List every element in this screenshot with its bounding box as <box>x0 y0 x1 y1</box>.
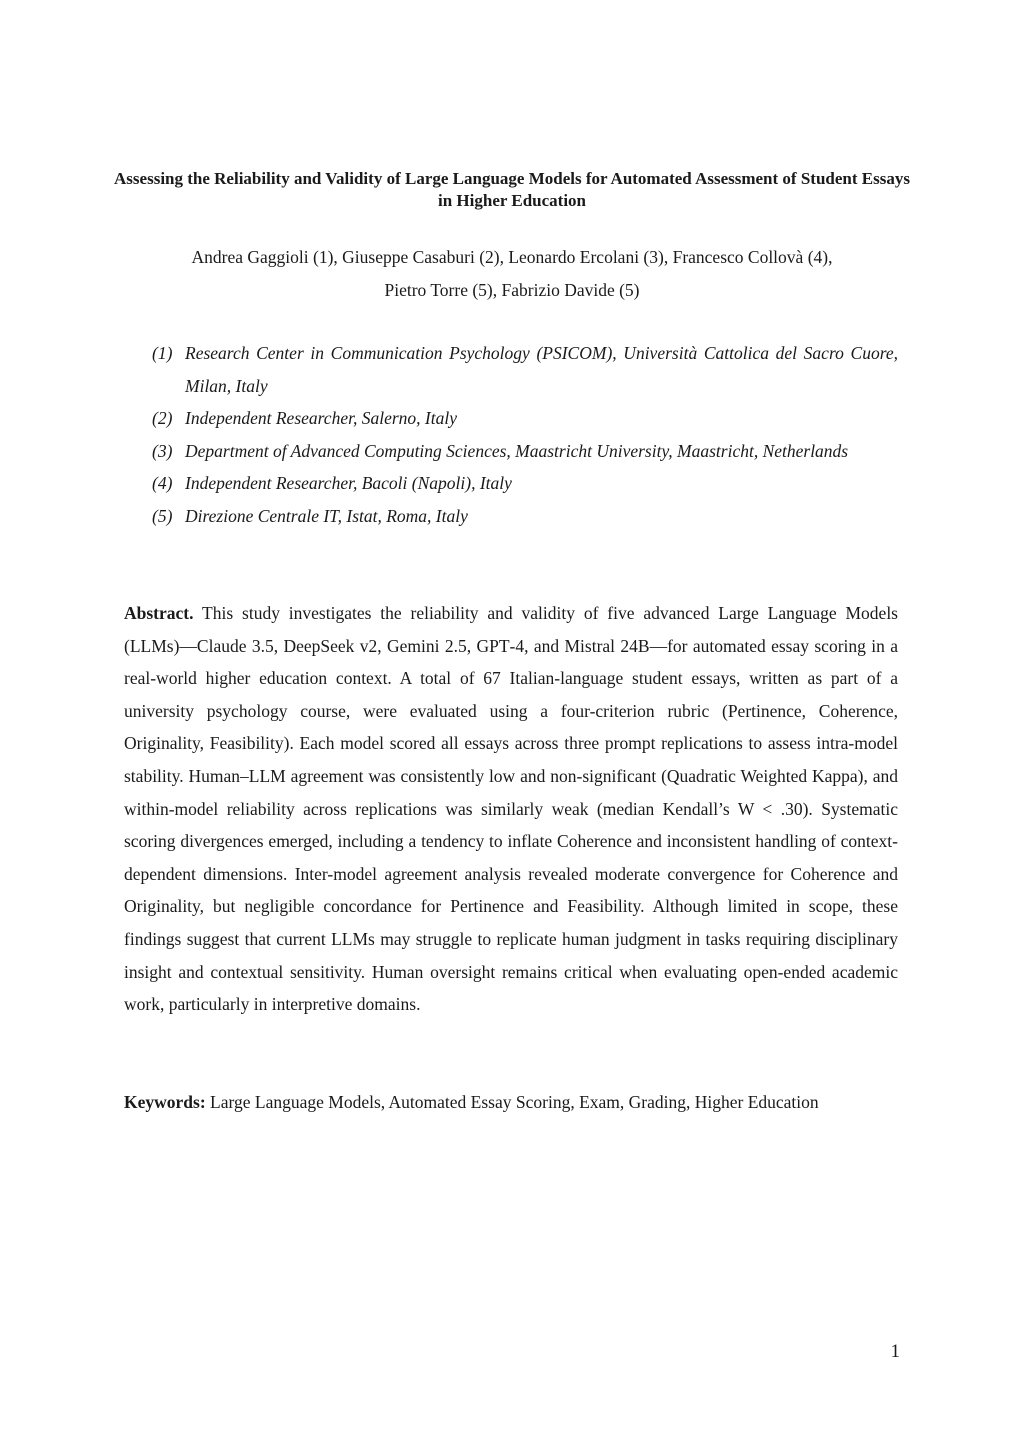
affiliation-number: (1) <box>152 343 173 363</box>
affiliation-number: (3) <box>152 440 173 461</box>
paper-title: Assessing the Reliability and Validity of Large Language Models for Automated Assessment of Student Essays in Higher Education <box>114 169 910 210</box>
affiliation-number: (2) <box>152 408 173 428</box>
affiliation-text: Department of Advanced Computing Sciences, Maastricht University, Maastricht, Netherlands <box>185 440 849 461</box>
abstract-text: This study investigates the reliability and validity of five advanced Large Language Models (LLMs)—Claude 3.5, DeepSeek v2, Gemini 2.5, GPT‑4, and Mistral 24B—for automated essay scoring in a real-world higher education context. A total of 67 Italian-language student essays, written as part of a university psychology course, were evaluated using a four-criterion rubric (Pertinence, Coherence, Originality, Feasibility). Each model scored all essays across three prompt replications to assess intra-model stability. Human–LLM agreement was consistently low and non-significant (Quadratic Weighted Kappa), and within-model reliability across replications was similarly weak (median Kendall’s W < .30). Systematic scoring divergences emerged, including a tendency to inflate Coherence and inconsistent handling of context-dependent dimensions. Inter-model agreement analysis revealed moderate convergence for Coherence and Originality, but negligible concordance for Pertinence and Feasibility. Although limited in scope, these findings suggest that current LLMs may struggle to replicate human judgment in tasks requiring disciplinary insight and contextual sensitivity. Human oversight remains critical when evaluating open-ended academic work, particularly in interpretive domains. <box>124 603 898 1015</box>
affiliation-item <box>152 402 898 435</box>
keywords-text: Large Language Models, Automated Essay Scoring, Exam, Grading, Higher Education <box>210 1092 819 1112</box>
keywords-paragraph <box>124 1086 898 1118</box>
author-line: Andrea Gaggioli (1), Giuseppe Casaburi (2), Leonardo Ercolani (3), Francesco Collovà (4), <box>191 247 833 267</box>
affiliation-text: Direzione Centrale IT, Istat, Roma, Italy <box>185 505 468 526</box>
affiliation-number: (5) <box>152 505 173 526</box>
author-list <box>110 241 914 307</box>
affiliation-text: Independent Researcher, Bacoli (Napoli), Italy <box>185 473 512 493</box>
abstract-label: Abstract. <box>124 603 194 623</box>
affiliation-number: (4) <box>152 473 173 493</box>
affiliation-text: Independent Researcher, Salerno, Italy <box>185 408 457 428</box>
affiliation-list <box>152 337 898 532</box>
affiliation-item <box>152 337 898 402</box>
abstract-paragraph <box>124 597 898 1021</box>
affiliation-item <box>152 435 898 468</box>
affiliation-item <box>152 467 898 500</box>
affiliation-text: Research Center in Communication Psychology (PSICOM), Università Cattolica del Sacro Cuore, Milan, Italy <box>185 343 898 396</box>
author-line: Pietro Torre (5), Fabrizio Davide (5) <box>384 280 640 300</box>
affiliation-item <box>152 500 898 533</box>
keywords-label: Keywords: <box>124 1092 206 1112</box>
page-number: 1 <box>890 1341 900 1362</box>
